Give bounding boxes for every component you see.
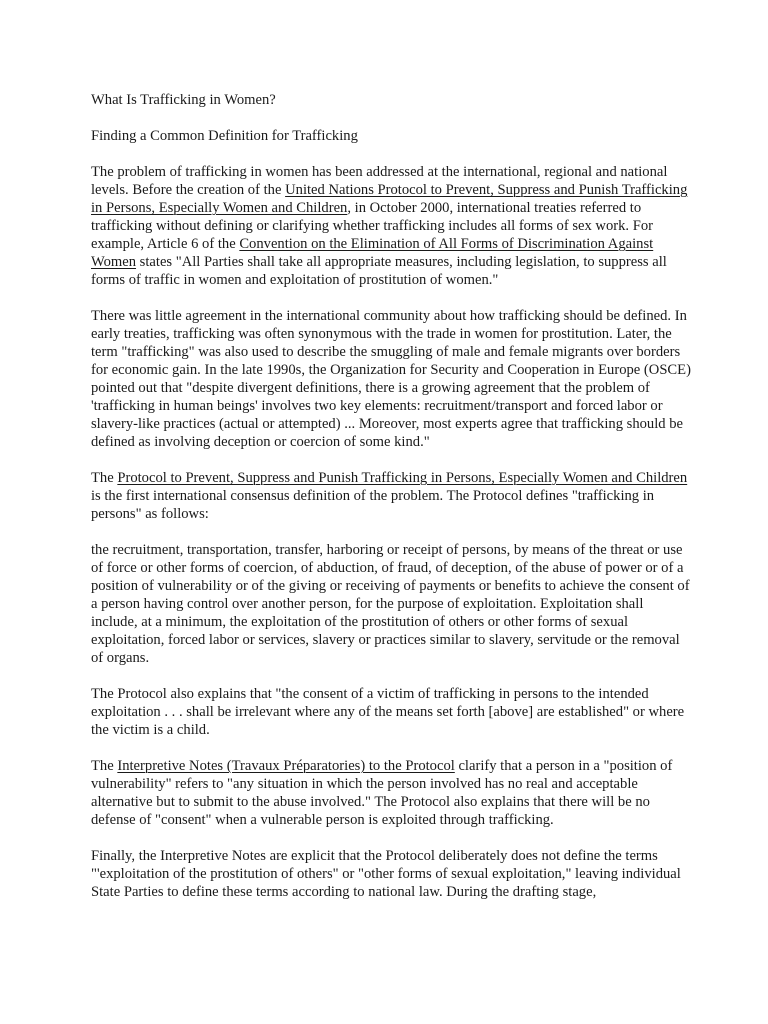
paragraph-3-text-b: is the first international consensus definition of the problem. The Protocol defines "trafficking in persons" as follows: bbox=[91, 488, 655, 522]
paragraph-1-text-c: states "All Parties shall take all appropriate measures, including legislation, to suppress all forms of traffic in women and exploitation of prostitution of women." bbox=[91, 254, 667, 288]
interpretive-notes-link[interactable]: Interpretive Notes (Travaux Préparatories) to the Protocol bbox=[117, 758, 455, 774]
cedaw-link[interactable]: Convention on the Elimination of All Forms of Discrimination Against Women bbox=[91, 236, 654, 270]
paragraph-6-text-b: clarify that a person in a "position of vulnerability" refers to "any situation in which the person involved has no real and acceptable alternative but to submit to the abuse involved." The Protocol also explains that there will be no defense of "consent" when a vulnerable person is exploited through trafficking. bbox=[91, 758, 673, 828]
paragraph-1-text-a: The problem of trafficking in women has been addressed at the international, regional and national levels. Before the creation of the bbox=[91, 164, 668, 198]
paragraph-3 bbox=[91, 469, 691, 523]
paragraph-6 bbox=[91, 757, 691, 829]
paragraph-1-text-b: , in October 2000, international treaties referred to trafficking without defining or clarifying whether trafficking includes all forms of sex work. For example, Article 6 of the bbox=[91, 200, 653, 252]
paragraph-3-text-a: The bbox=[91, 470, 118, 486]
un-protocol-link[interactable]: United Nations Protocol to Prevent, Suppress and Punish Trafficking in Persons, Especially Women and Children bbox=[91, 182, 688, 216]
paragraph-6-text-a: The bbox=[91, 758, 118, 774]
paragraph-7: Finally, the Interpretive Notes are explicit that the Protocol deliberately does not define the terms "'exploitation of the prostitution of others" or "other forms of sexual exploitation," leaving individual State Parties to define these terms according to national law. During the drafting stage, bbox=[91, 848, 681, 900]
protocol-link[interactable]: Protocol to Prevent, Suppress and Punish Trafficking in Persons, Especially Women and Children bbox=[117, 470, 688, 486]
paragraph-5: The Protocol also explains that "the consent of a victim of trafficking in persons to the intended exploitation . . . shall be irrelevant where any of the means set forth [above] are established" or where the victim is a child. bbox=[91, 686, 685, 738]
document-page bbox=[91, 91, 691, 919]
definition-quote: the recruitment, transportation, transfer, harboring or receipt of persons, by means of the threat or use of force or other forms of coercion, of abduction, of fraud, of deception, of the abuse of power or of a position of vulnerability or of the giving or receiving of payments or benefits to achieve the consent of a person having control over another person, for the purpose of exploitation. Exploitation shall include, at a minimum, the exploitation of the prostitution of others or other forms of sexual exploitation, forced labor or services, slavery or practices similar to slavery, servitude or the removal of organs. bbox=[91, 542, 690, 666]
paragraph-2: There was little agreement in the international community about how trafficking should be defined. In early treaties, trafficking was often synonymous with the trade in women for prostitution. Later, the term "trafficking" was also used to describe the smuggling of male and female migrants over borders for economic gain. In the late 1990s, the Organization for Security and Cooperation in Europe (OSCE) pointed out that "despite divergent definitions, there is a growing agreement that the problem of 'trafficking in human beings' involves two key elements: recruitment/transport and forced labor or slavery-like practices (actual or attempted) ... Moreover, most experts agree that trafficking should be defined as involving deception or coercion of some kind." bbox=[91, 308, 691, 450]
section-heading: Finding a Common Definition for Trafficking bbox=[91, 128, 358, 144]
paragraph-1 bbox=[91, 163, 691, 289]
document-title: What Is Trafficking in Women? bbox=[91, 92, 276, 108]
